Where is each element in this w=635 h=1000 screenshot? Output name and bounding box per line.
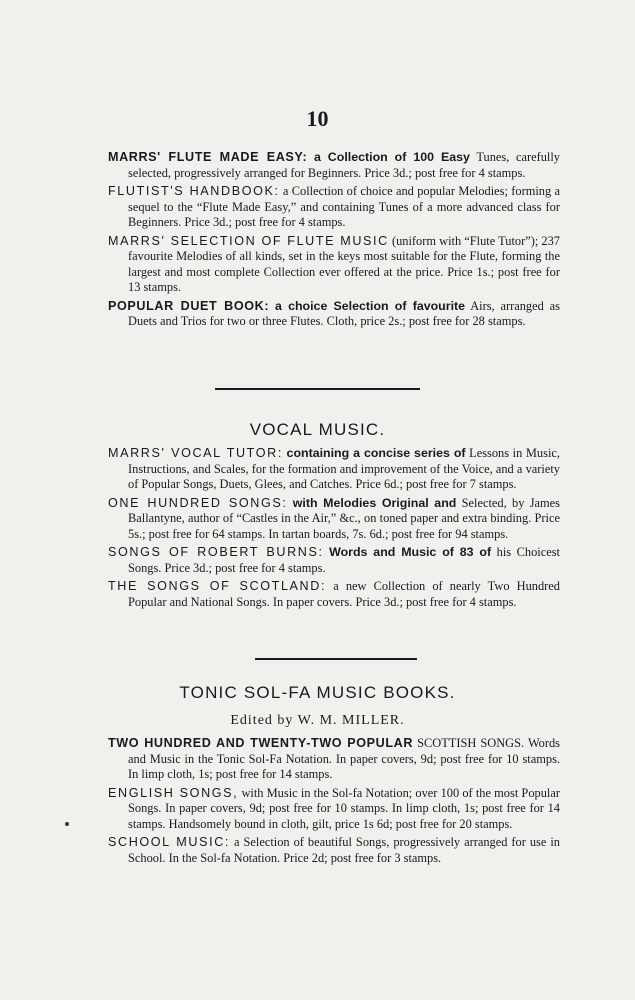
entry-title: THE SONGS OF SCOTLAND: xyxy=(108,579,327,593)
entry-lead: containing a concise series of xyxy=(286,446,466,460)
entry-lead: Words and Music of 83 of xyxy=(329,545,492,559)
entry-title: MARRS' VOCAL TUTOR: xyxy=(108,446,283,460)
catalogue-entry xyxy=(108,446,560,493)
catalogue-entry xyxy=(108,299,560,330)
section-divider xyxy=(255,658,417,660)
entry-title: POPULAR DUET BOOK: xyxy=(108,298,270,313)
catalogue-entry xyxy=(108,496,560,543)
catalogue-entry xyxy=(108,184,560,231)
page-number: 10 xyxy=(306,106,329,131)
catalogue-entry xyxy=(108,150,560,181)
entry-lead: a choice Selection of favourite xyxy=(275,298,466,313)
catalogue-entry xyxy=(108,835,560,866)
flute-section xyxy=(0,150,635,333)
entry-title: ENGLISH SONGS, xyxy=(108,785,239,800)
entry-title: MARRS' SELECTION OF FLUTE MUSIC xyxy=(108,233,389,248)
entry-body: Selected, by James Ballantyne, author of “Castles in the Air,” &c., on toned paper and extra binding. Price 5s.; post free for 64 stamps. In tartan boards, 7s. 6d.; post free for 94 stamps. xyxy=(128,495,560,541)
entry-title: SONGS OF ROBERT BURNS: xyxy=(108,545,324,559)
entry-title: TWO HUNDRED AND TWENTY-TWO POPULAR xyxy=(108,736,414,750)
entry-body: Lessons in Music, Instructions, and Scales, for the formation and improvement of the Voice, and a variety of Popular Songs, Duets, Glees, and Catches. Price 6d.; post free for 7 stamps. xyxy=(128,446,560,491)
sol-fa-section xyxy=(0,736,635,869)
entry-body: (uniform with “Flute Tutor”); 237 favourite Melodies of all kinds, set in the keys most suitable for the Flute, forming the largest and most complete Collection ever offered at the price. Price 1s.; post free for 13 stamps. xyxy=(128,233,560,294)
ink-speck xyxy=(65,822,69,826)
entry-body: with Music in the Sol-fa Notation; over 100 of the most Popular Songs. In paper covers, 9d; post free for 10 stamps. In limp cloth, 1s; post free for 14 stamps. Handsomely bound in cloth, gilt, price 1s 6d; post free for 20 stamps. xyxy=(128,785,560,831)
entry-lead: a Collection of 100 Easy xyxy=(313,150,470,164)
entry-body: his Choicest Songs. Price 3d.; post free for 4 stamps. xyxy=(128,545,560,575)
tonic-sol-fa-heading: TONIC SOL-FA MUSIC BOOKS. xyxy=(179,683,456,702)
catalogue-entry xyxy=(108,545,560,576)
entry-body: SCOTTISH SONGS. Words and Music in the Tonic Sol-Fa Notation. In paper covers, 9d; post free for 10 stamps. In limp cloth, 1s; post free for 14 stamps. xyxy=(128,736,561,781)
catalogue-entry xyxy=(108,234,560,296)
entry-body: a Selection of beautiful Songs, progressively arranged for use in School. In the Sol-fa Notation. Price 2d; post free for 3 stamps. xyxy=(128,835,560,865)
entry-body: Tunes, carefully selected, progressively arranged for Beginners. Price 3d.; post free for 4 stamps. xyxy=(128,150,560,180)
vocal-music-heading: VOCAL MUSIC. xyxy=(249,420,386,439)
vocal-section xyxy=(0,446,635,613)
entry-lead: with Melodies Original and xyxy=(292,495,457,510)
editor-credit: Edited by W. M. MILLER. xyxy=(230,713,405,728)
section-divider xyxy=(215,388,420,390)
catalogue-entry xyxy=(108,579,560,610)
entry-title: MARRS' FLUTE MADE EASY: xyxy=(108,150,308,164)
entry-body: a Collection of choice and popular Melodies; forming a sequel to the “Flute Made Easy,” and containing Tunes of a more advanced class for Beginners. Price 3d.; post free for 4 stamps. xyxy=(128,184,560,229)
entry-body: a new Collection of nearly Two Hundred Popular and National Songs. In paper covers. Price 3d.; post free for 4 stamps. xyxy=(128,579,560,609)
catalogue-entry xyxy=(108,786,560,833)
catalogue-entry xyxy=(108,736,560,783)
entry-body: Airs, arranged as Duets and Trios for two or three Flutes. Cloth, price 2s.; post free for 28 stamps. xyxy=(128,298,560,328)
entry-title: FLUTIST'S HANDBOOK: xyxy=(108,184,280,198)
entry-title: SCHOOL MUSIC: xyxy=(108,835,230,849)
entry-title: ONE HUNDRED SONGS: xyxy=(108,495,288,510)
